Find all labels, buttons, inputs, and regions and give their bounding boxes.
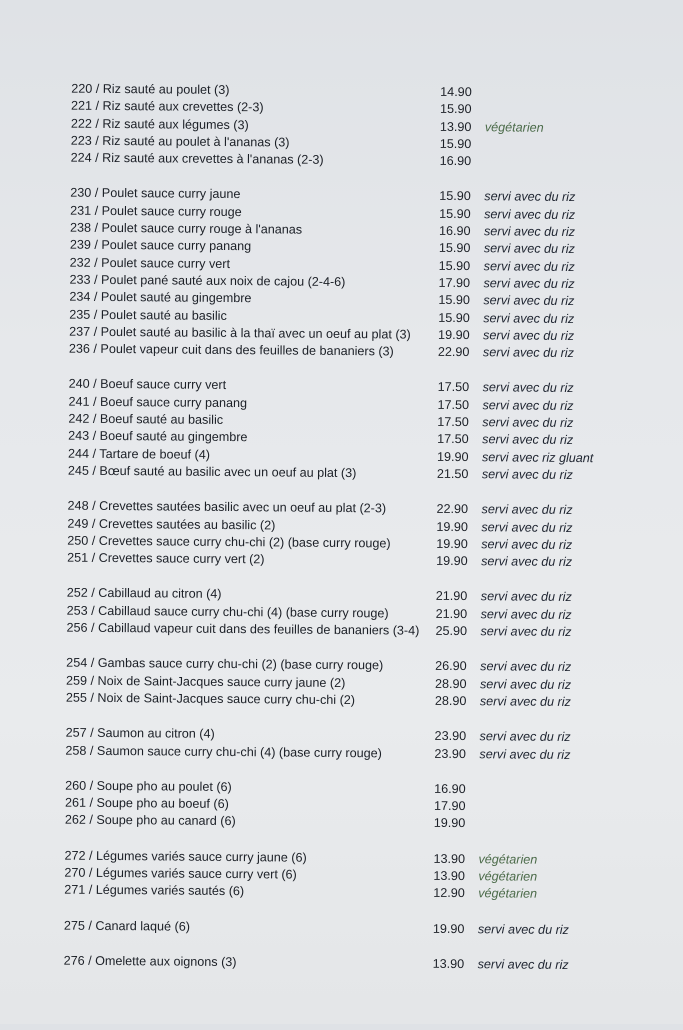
menu-item-note: servi avec du riz	[479, 676, 572, 692]
menu-item	[69, 341, 629, 363]
menu-item	[65, 812, 625, 834]
menu-item-note: végétarien	[484, 119, 544, 135]
menu-item-note: servi avec du riz	[482, 415, 574, 431]
menu-item-price: 15.90	[439, 206, 471, 221]
menu-item-name: 233 / Poulet pané sauté aux noix de cajou (2-4-6)	[69, 272, 346, 289]
menu-item-note: servi avec du riz	[481, 554, 573, 570]
menu-item-price: 23.90	[434, 746, 467, 761]
menu-item-price: 28.90	[434, 693, 467, 709]
menu-item-price: 17.90	[438, 275, 471, 291]
menu-item-price: 15.90	[439, 189, 471, 204]
menu-item-price: 15.90	[440, 102, 472, 117]
menu-item-price: 25.90	[435, 623, 468, 639]
menu-item-name: 248 / Crevettes sautées basilic avec un oeuf au plat (2-3)	[67, 498, 387, 516]
menu-item-name: 257 / Saumon au citron (4)	[65, 725, 215, 742]
menu-item-name: 270 / Légumes variés sauce curry vert (6)	[64, 865, 297, 882]
menu-item-note: servi avec du riz	[481, 519, 573, 535]
menu-item-name: 220 / Riz sauté au poulet (3)	[71, 81, 230, 98]
menu-item-note: servi avec du riz	[479, 729, 571, 745]
menu-section	[67, 498, 628, 572]
menu-item-price: 16.90	[434, 781, 466, 796]
menu-item-note: servi avec du riz	[479, 746, 571, 762]
menu-item-name: 234 / Poulet sauté au gingembre	[69, 289, 252, 306]
menu-section	[64, 847, 624, 904]
menu-item-note: servi avec du riz	[480, 606, 572, 622]
menu-item	[67, 550, 627, 572]
menu-item-name: 241 / Boeuf sauce curry panang	[68, 394, 248, 410]
menu-item-name: 259 / Noix de Saint-Jacques sauce curry jaune (2)	[66, 673, 346, 690]
menu-item-name: 275 / Canard laqué (6)	[63, 918, 191, 934]
menu-item-price: 13.90	[433, 868, 465, 884]
menu-item-price: 13.90	[432, 956, 465, 971]
menu-item-name: 222 / Riz sauté aux légumes (3)	[70, 116, 249, 132]
menu-item-note: servi avec du riz	[481, 502, 573, 518]
menu-item-price: 19.90	[432, 921, 465, 936]
menu-item-price: 16.90	[439, 154, 472, 169]
menu-item-name: 243 / Boeuf sauté au gingembre	[68, 428, 248, 445]
menu-item-price: 14.90	[440, 84, 472, 100]
menu-item-name: 230 / Poulet sauce curry jaune	[70, 186, 241, 202]
menu-item-name: 271 / Légumes variés sautés (6)	[64, 882, 245, 899]
menu-item-price: 23.90	[434, 729, 467, 744]
menu-item-name: 260 / Soupe pho au poulet (6)	[65, 778, 232, 794]
menu-item-name: 254 / Gambas sauce curry chu-chi (2) (base curry rouge)	[66, 655, 384, 673]
menu-item	[64, 882, 624, 904]
menu-item-note: végétarien	[478, 886, 538, 902]
menu-item-price: 16.90	[438, 223, 471, 239]
menu-item-price: 13.90	[433, 851, 466, 866]
menu-item	[71, 150, 631, 172]
menu-item-price: 12.90	[433, 886, 465, 901]
menu-item-price: 19.90	[433, 816, 466, 831]
menu-item-note: servi avec du riz	[483, 241, 575, 257]
menu-item-name: 245 / Bœuf sauté au basilic avec un oeuf au plat (3)	[67, 463, 357, 481]
menu-section	[64, 952, 624, 974]
menu-item	[66, 690, 626, 712]
menu-item-name: 255 / Noix de Saint-Jacques sauce curry chu-chi (2)	[65, 690, 356, 708]
menu-item-price: 19.90	[436, 536, 468, 551]
menu-item	[68, 463, 628, 485]
menu-item	[64, 917, 624, 939]
menu-item-price: 28.90	[434, 676, 467, 691]
menu-item-note: servi avec du riz	[484, 189, 576, 205]
menu-item-name: 261 / Soupe pho au boeuf (6)	[64, 795, 229, 812]
menu-item-price: 15.90	[438, 293, 470, 308]
menu-item-price: 17.90	[433, 798, 466, 814]
menu-item-price: 19.90	[438, 327, 470, 342]
menu-item-name: 231 / Poulet sauce curry rouge	[70, 203, 242, 219]
menu-item-name: 238 / Poulet sauce curry rouge à l'ananas	[69, 220, 303, 237]
menu-item-price: 21.50	[436, 466, 469, 482]
menu-item-price: 15.90	[438, 241, 471, 256]
menu-section	[66, 585, 626, 642]
menu-item-note: servi avec riz gluant	[481, 449, 594, 465]
menu-item-price: 15.90	[439, 136, 472, 152]
menu-item	[66, 620, 626, 642]
menu-item-name: 232 / Poulet sauce curry vert	[69, 255, 231, 271]
menu-item-note: servi avec du riz	[482, 397, 574, 413]
menu-item-name: 262 / Soupe pho au canard (6)	[64, 812, 236, 829]
menu-sections	[63, 81, 631, 993]
menu-item-name: 242 / Boeuf sauté au basilic	[68, 411, 224, 428]
menu-item-note: servi avec du riz	[481, 537, 573, 552]
menu-item-name: 244 / Tartare de boeuf (4)	[67, 446, 210, 462]
menu-item-note: servi avec du riz	[483, 258, 575, 274]
menu-item-name: 239 / Poulet sauce curry panang	[69, 237, 252, 254]
menu-item-name: 237 / Poulet sauté au basilic à la thaï avec un oeuf au plat (3)	[69, 324, 411, 342]
menu-item-price: 17.50	[437, 414, 469, 430]
menu-item-price: 21.90	[435, 606, 468, 621]
menu-item-price: 19.90	[436, 519, 468, 534]
menu-section	[66, 655, 626, 712]
menu-item-name: 251 / Crevettes sauce curry vert (2)	[67, 550, 265, 567]
menu-item-note: servi avec du riz	[483, 293, 575, 309]
menu-item-name: 258 / Saumon sauce curry chu-chi (4) (base curry rouge)	[65, 743, 382, 760]
menu-item	[65, 742, 625, 764]
menu-item-price: 15.90	[438, 310, 470, 325]
menu-item-price: 17.50	[437, 397, 470, 412]
menu-item-price: 19.90	[436, 553, 468, 569]
menu-section	[65, 777, 625, 834]
menu-item-note: servi avec du riz	[483, 310, 575, 326]
menu-item-note: servi avec du riz	[484, 207, 576, 222]
menu-item-name: 250 / Crevettes sauce curry chu-chi (2) (base curry rouge)	[67, 533, 391, 551]
menu-item-note: servi avec du riz	[480, 659, 572, 675]
menu-item-name: 276 / Omelette aux oignons (3)	[63, 953, 237, 969]
menu-item-note: servi avec du riz	[483, 328, 575, 343]
menu-item-note: servi avec du riz	[477, 957, 569, 972]
menu-item-name: 252 / Cabillaud au citron (4)	[66, 586, 222, 602]
menu-item-name: 253 / Cabillaud sauce curry chu-chi (4) (base curry rouge)	[66, 603, 389, 621]
menu-item-price: 17.50	[437, 432, 469, 447]
menu-item-name: 256 / Cabillaud vapeur cuit dans des feuilles de bananiers (3-4)	[66, 620, 420, 638]
menu-section	[71, 81, 632, 172]
menu-item-price: 21.90	[435, 589, 468, 604]
menu-item-note: servi avec du riz	[483, 224, 576, 240]
menu-item-price: 22.90	[436, 502, 469, 517]
menu-item-note: servi avec du riz	[479, 694, 571, 709]
menu-item-name: 272 / Légumes variés sauce curry jaune (6)	[64, 848, 307, 865]
menu-item-name: 221 / Riz sauté aux crevettes (2-3)	[71, 98, 264, 115]
menu-section	[69, 185, 630, 363]
menu-item-note: servi avec du riz	[481, 467, 573, 482]
menu-item-name: 249 / Crevettes sautées au basilic (2)	[67, 516, 276, 532]
menu-item-note: servi avec du riz	[480, 589, 572, 605]
menu-item-price: 15.90	[438, 258, 471, 273]
menu-item-price: 26.90	[435, 659, 467, 674]
menu-item-note: servi avec du riz	[482, 345, 575, 361]
menu-section	[65, 725, 625, 764]
menu-item-note: servi avec du riz	[482, 380, 574, 396]
menu-item-note: végétarien	[478, 851, 538, 867]
menu-item	[64, 952, 624, 974]
menu-section	[64, 917, 624, 939]
menu-item-name: 235 / Poulet sauté au basilic	[69, 307, 227, 323]
menu-item-note: servi avec du riz	[482, 432, 574, 448]
menu-item-note: végétarien	[478, 869, 538, 884]
menu-item-price: 13.90	[439, 119, 472, 134]
menu-section	[68, 376, 629, 485]
menu-item-name: 223 / Riz sauté au poulet à l'ananas (3)	[70, 133, 290, 150]
menu-item-price: 22.90	[437, 344, 470, 360]
menu-item-price: 17.50	[437, 380, 470, 395]
menu-item-name: 224 / Riz sauté aux crevettes à l'ananas (2-3)	[70, 150, 324, 168]
menu-item-note: servi avec du riz	[483, 276, 575, 291]
menu-item-note: servi avec du riz	[477, 921, 569, 937]
menu-item-name: 240 / Boeuf sauce curry vert	[68, 377, 227, 393]
menu-item-name: 236 / Poulet vapeur cuit dans des feuilles de bananiers (3)	[68, 341, 394, 359]
menu-item-note: servi avec du riz	[480, 624, 572, 640]
menu-item-price: 19.90	[436, 449, 469, 464]
